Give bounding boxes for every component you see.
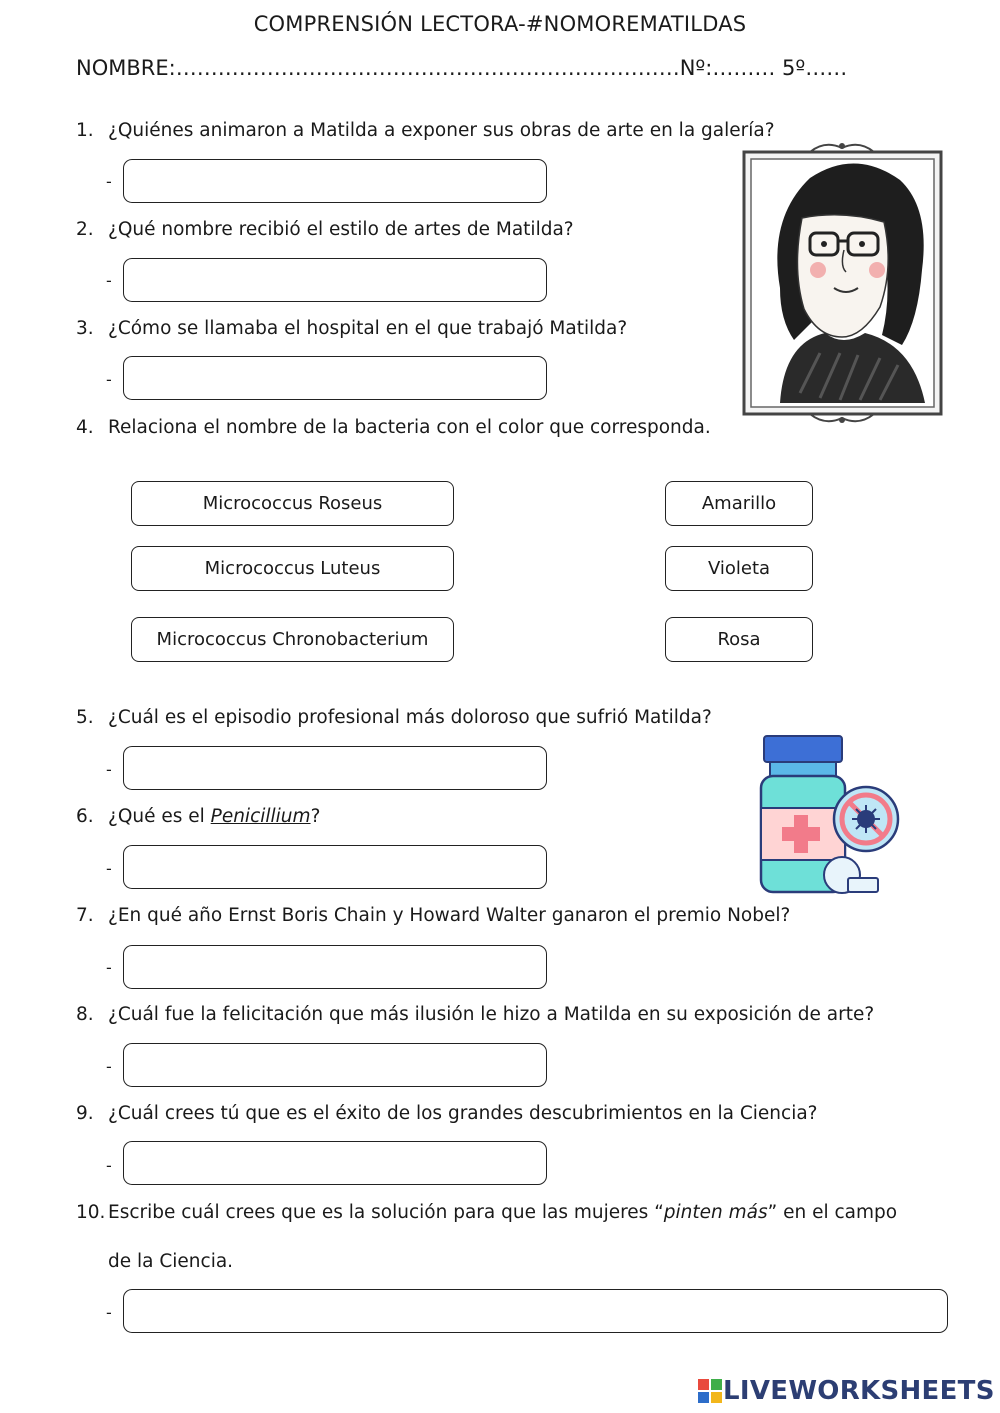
question-1-number: 1. — [76, 120, 94, 141]
answer-3-dash: - — [106, 370, 112, 389]
answer-2-input[interactable] — [123, 258, 547, 302]
question-1-text: ¿Quiénes animaron a Matilda a exponer sus obras de arte en la galería? — [108, 120, 775, 141]
answer-5-dash: - — [106, 760, 112, 779]
question-5-number: 5. — [76, 707, 94, 728]
question-7-text: ¿En qué año Ernst Boris Chain y Howard Walter ganaron el premio Nobel? — [108, 905, 791, 926]
answer-1-input[interactable] — [123, 159, 547, 203]
answer-2-dash: - — [106, 271, 112, 290]
question-3-number: 3. — [76, 318, 94, 339]
question-6-text-before: ¿Qué es el — [108, 806, 211, 827]
name-line: NOMBRE:………………………………………………………………Nº:……… 5º…… — [76, 56, 848, 80]
color-box-amarillo[interactable]: Amarillo — [665, 481, 813, 526]
question-6-text-emphasis: Penicillium — [210, 806, 311, 827]
question-9-text: ¿Cuál crees tú que es el éxito de los grandes descubrimientos en la Ciencia? — [108, 1103, 818, 1124]
question-6-text-after: ? — [310, 806, 321, 827]
answer-3-input[interactable] — [123, 356, 547, 400]
question-2-text: ¿Qué nombre recibió el estilo de artes de Matilda? — [108, 219, 574, 240]
answer-7-input[interactable] — [123, 945, 547, 989]
color-box-rosa[interactable]: Rosa — [665, 617, 813, 662]
page-title: COMPRENSIÓN LECTORA-#NOMOREMATILDAS — [253, 12, 747, 36]
answer-6-dash: - — [106, 859, 112, 878]
answer-8-input[interactable] — [123, 1043, 547, 1087]
question-4-number: 4. — [76, 417, 94, 438]
question-6-text — [108, 806, 320, 827]
bacteria-box-chronobacterium[interactable]: Micrococcus Chronobacterium — [131, 617, 454, 662]
question-8-number: 8. — [76, 1004, 94, 1025]
answer-9-input[interactable] — [123, 1141, 547, 1185]
question-2-number: 2. — [76, 219, 94, 240]
liveworksheets-logo-text: LIVEWORKSHEETS — [723, 1376, 995, 1406]
liveworksheets-logo — [697, 1376, 995, 1406]
question-10-text-before: Escribe cuál crees que es la solución para que las mujeres “ — [108, 1202, 664, 1223]
answer-5-input[interactable] — [123, 746, 547, 790]
question-10-text — [108, 1202, 897, 1223]
question-3-text: ¿Cómo se llamaba el hospital en el que trabajó Matilda? — [108, 318, 628, 339]
matilda-portrait-icon — [740, 138, 945, 428]
question-6-number: 6. — [76, 806, 94, 827]
question-9-number: 9. — [76, 1103, 94, 1124]
bacteria-box-roseus[interactable]: Micrococcus Roseus — [131, 481, 454, 526]
question-8-text: ¿Cuál fue la felicitación que más ilusión le hizo a Matilda en su exposición de arte? — [108, 1004, 875, 1025]
question-5-text: ¿Cuál es el episodio profesional más doloroso que sufrió Matilda? — [108, 707, 712, 728]
question-7-number: 7. — [76, 905, 94, 926]
answer-6-input[interactable] — [123, 845, 547, 889]
medicine-bottle-icon — [756, 733, 904, 898]
question-10-text-after: ” en el campo — [767, 1202, 898, 1223]
answer-10-dash: - — [106, 1303, 112, 1322]
color-box-violeta[interactable]: Violeta — [665, 546, 813, 591]
liveworksheets-logo-icon — [697, 1378, 723, 1404]
question-10-text-line2: de la Ciencia. — [108, 1251, 234, 1272]
answer-10-input[interactable] — [123, 1289, 948, 1333]
bacteria-box-luteus[interactable]: Micrococcus Luteus — [131, 546, 454, 591]
answer-1-dash: - — [106, 172, 112, 191]
question-4-text: Relaciona el nombre de la bacteria con el color que corresponda. — [108, 417, 711, 438]
question-10-text-emphasis: pinten más — [663, 1202, 768, 1223]
answer-8-dash: - — [106, 1057, 112, 1076]
answer-7-dash: - — [106, 958, 112, 977]
question-10-number: 10. — [76, 1202, 106, 1223]
answer-9-dash: - — [106, 1156, 112, 1175]
